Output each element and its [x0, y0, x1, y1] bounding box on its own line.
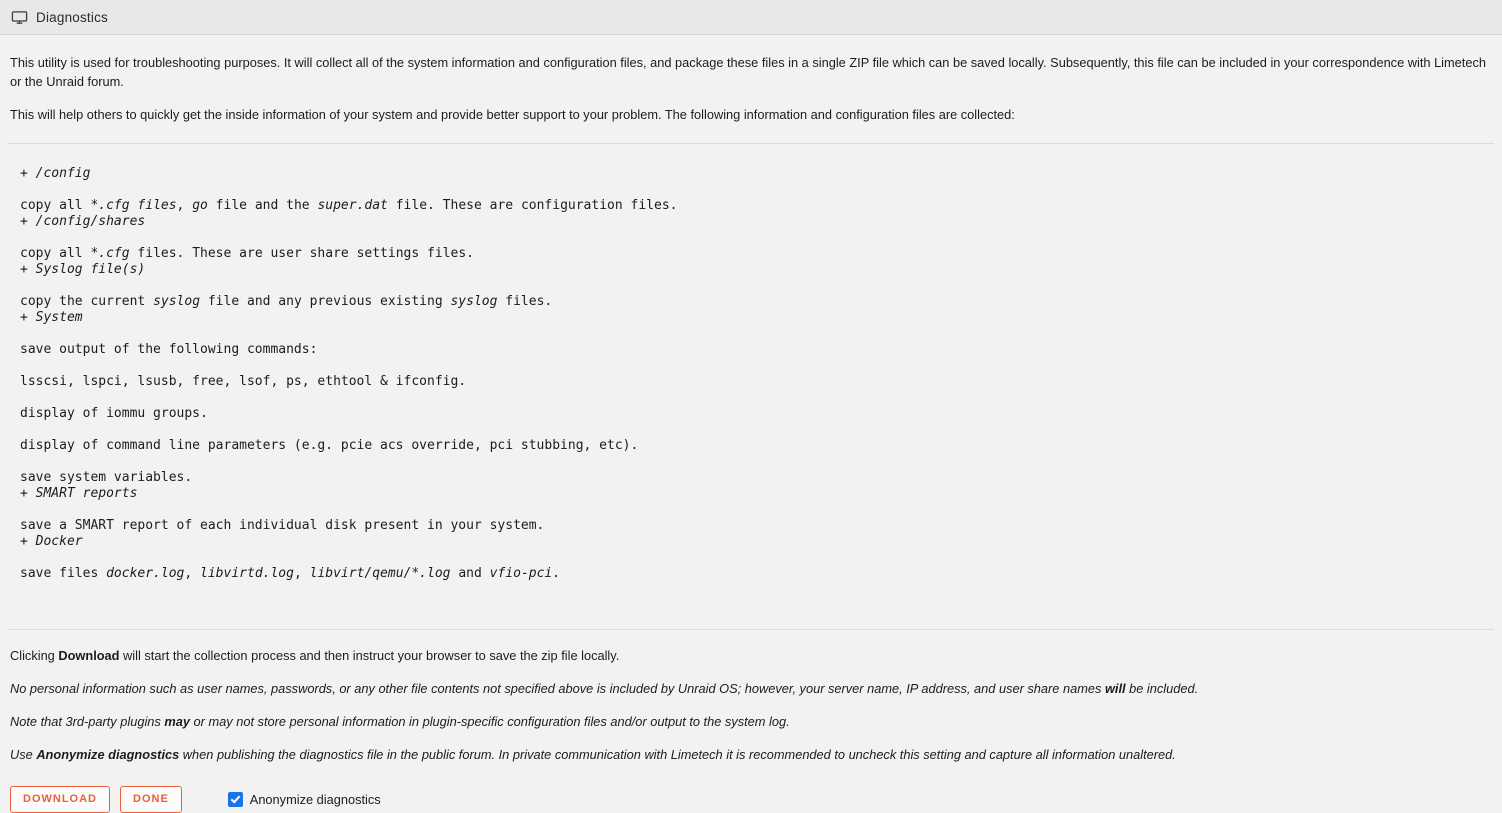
done-button[interactable]: DONE: [120, 786, 182, 813]
anonymize-label: Anonymize diagnostics: [249, 792, 381, 808]
intro-paragraph-1: This utility is used for troubleshooting purposes. It will collect all of the system information and configuration files, and package these files in a single ZIP file which can be saved locally. Subsequently, this file can be included in your correspondence with Limetech or the Unraid forum.: [10, 55, 1486, 90]
code-line: + SMART reports: [20, 485, 138, 501]
code-line: + System: [20, 309, 83, 325]
code-line: save a SMART report of each individual disk present in your system.: [20, 517, 545, 533]
code-line: + Docker: [20, 533, 83, 549]
note-plugins: Note that 3rd-party plugins may or may not store personal information in plugin-specific configuration files and/or output to the system log.: [10, 713, 790, 729]
anonymize-checkbox[interactable]: [228, 792, 243, 807]
note-anonymize: Use Anonymize diagnostics when publishing the diagnostics file in the public forum. In private communication with Limetech it is recommended to uncheck this setting and capture all information unaltered.: [10, 747, 1176, 763]
code-line: lsscsi, lspci, lsusb, free, lsof, ps, ethtool & ifconfig.: [20, 373, 467, 389]
note-privacy: No personal information such as user names, passwords, or any other file contents not specified above is included by Unraid OS; however, your server name, IP address, and user share names will be included.: [10, 680, 1199, 696]
notes-section: [8, 646, 1494, 765]
download-button[interactable]: DOWNLOAD: [10, 786, 110, 813]
code-line: display of command line parameters (e.g. pcie acs override, pci stubbing, etc).: [20, 437, 639, 453]
code-line: save output of the following commands:: [20, 341, 318, 357]
note-download: Clicking Download will start the collection process and then instruct your browser to save the zip file locally.: [10, 647, 620, 663]
collected-files-list: [8, 143, 1494, 630]
anonymize-diagnostics-option[interactable]: [228, 792, 381, 807]
page-title: Diagnostics: [36, 9, 108, 25]
code-line: save system variables.: [20, 469, 193, 485]
page-content: [0, 53, 1502, 813]
code-line: copy all *.cfg files. These are user share settings files.: [20, 245, 474, 261]
code-line: copy all *.cfg files, go file and the super.dat file. These are configuration files.: [20, 197, 678, 213]
monitor-icon: [10, 8, 28, 26]
code-line: + /config: [20, 165, 91, 181]
code-line: copy the current syslog file and any previous existing syslog files.: [20, 293, 553, 309]
code-line: + Syslog file(s): [20, 261, 146, 277]
code-line: + /config/shares: [20, 213, 146, 229]
intro-paragraph-2: This will help others to quickly get the inside information of your system and provide better support to your problem. The following information and configuration files are collected:: [10, 107, 1015, 123]
action-bar: [10, 786, 1494, 813]
window-titlebar: [0, 0, 1502, 35]
code-line: save files docker.log, libvirtd.log, libvirt/qemu/*.log and vfio-pci.: [20, 565, 561, 581]
code-line: display of iommu groups.: [20, 405, 208, 421]
